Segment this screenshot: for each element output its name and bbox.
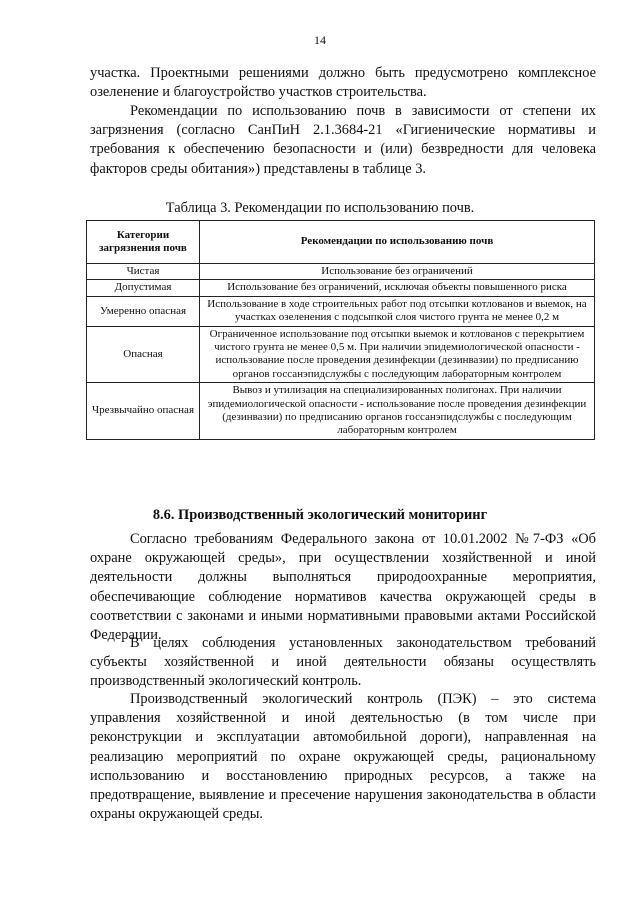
table-row	[87, 383, 595, 440]
page-number: 14	[314, 33, 326, 47]
table-row	[87, 280, 595, 296]
paragraph-text: участка. Проектными решениями должно быть предусмотрено комплексное озеленение и благоустройство участков строительства.	[90, 65, 596, 101]
table-header-row	[87, 221, 595, 264]
paragraph-federal-law	[90, 530, 596, 645]
table-row	[87, 326, 595, 383]
paragraph-pek-definition	[90, 690, 596, 824]
paragraph-text: Согласно требованиям Федерального закона от 10.01.2002 №7-ФЗ «Об охране окружающей среды», при осуществлении хозяйственной и иной деятельности должны выполняться природоохранные мероприятия, обеспечивающие соблюдение нормативов качества окружающей среды в соответствии с законами и иными нормативными правовыми актами Российской Федерации.	[90, 531, 596, 644]
paragraph-text: Производственный экологический контроль (ПЭК) – это система управления хозяйственной и иной деятельностью (в том числе при реконструкции и эксплуатации автомобильной дороги), направленная на реализацию мероприятий по охране окружающей среды, рациональному использованию и восстановлению природных ресурсов, а также на предотвращение, выявление и пресечение нарушения законодательства в области охраны окружающей среды.	[90, 691, 596, 823]
column-header-category: Категории загрязнения почв	[87, 221, 200, 264]
cell-category: Чистая	[87, 264, 200, 280]
cell-category: Умеренно опасная	[87, 296, 200, 326]
table-row	[87, 264, 595, 280]
cell-recommendation: Ограниченное использование под отсыпки выемок и котлованов с перекрытием чистого грунта не менее 0,5 м. При наличии эпидемиологической опасности - использование после проведения дезинфекции (дезинвазии) по предписанию органов госсанэпидслужбы с последующим лабораторным контролем	[200, 326, 595, 383]
cell-category: Опасная	[87, 326, 200, 383]
paragraph-text: В целях соблюдения установленных законодательством требований субъекты хозяйственной и иной деятельности обязаны осуществлять производственный экологический контроль.	[90, 635, 596, 690]
cell-category: Чрезвычайно опасная	[87, 383, 200, 440]
cell-recommendation: Использование в ходе строительных работ под отсыпки котлованов и выемок, на участках озеленения с подсыпкой слоя чистого грунта не менее 0,2 м	[200, 296, 595, 326]
table-caption: Таблица 3. Рекомендации по использованию почв.	[165, 200, 475, 216]
cell-recommendation: Использование без ограничений, исключая объекты повышенного риска	[200, 280, 595, 296]
cell-category: Допустимая	[87, 280, 200, 296]
cell-recommendation: Вывоз и утилизация на специализированных полигонах. При наличии эпидемиологической опасности - использование после проведения дезинфекции (дезинвазии) по предписанию органов госсанэпидслужбы с последующим лабораторным контролем	[200, 383, 595, 440]
cell-recommendation: Использование без ограничений	[200, 264, 595, 280]
section-title: 8.6. Производственный экологический мониторинг	[152, 507, 488, 523]
soil-recommendations-table	[86, 220, 595, 440]
paragraph-recommendations-intro	[90, 102, 596, 179]
column-header-recommendation: Рекомендации по использованию почв	[200, 221, 595, 264]
paragraph-text: Рекомендации по использованию почв в зависимости от степени их загрязнения (согласно СанПиН 2.1.3684-21 «Гигиенические нормативы и требования к обеспечению безопасности и (или) безвредности для человека факторов среды обитания») представлены в таблице 3.	[90, 103, 596, 177]
paragraph-control-obligation	[90, 634, 596, 692]
paragraph-continuation	[90, 64, 596, 102]
table-row	[87, 296, 595, 326]
